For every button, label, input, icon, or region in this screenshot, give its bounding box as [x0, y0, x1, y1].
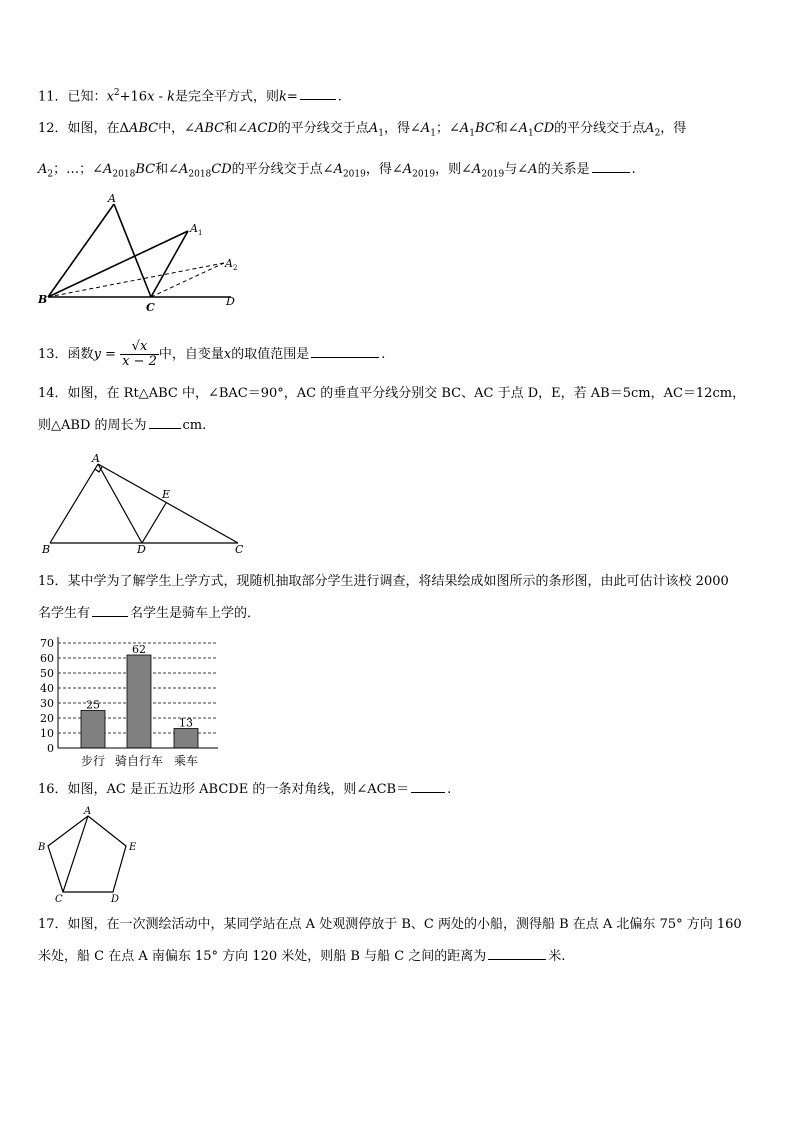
q12-text: 中，∠ [158, 121, 195, 136]
q16-diagonal-ac [63, 816, 88, 892]
question-17-line1 [38, 916, 742, 934]
q13-prefix: 函数 [67, 347, 94, 362]
q15-bar-chart [36, 632, 226, 772]
q14-line-ab [50, 464, 98, 543]
q14-line-de [142, 503, 166, 543]
q12-a1: A [368, 121, 379, 136]
q12-text: ；…；∠ [53, 162, 104, 177]
question-12-line2 [38, 160, 636, 184]
q12-abc2: ABC [194, 121, 225, 136]
q12-line-ba1 [48, 231, 188, 297]
q12-text: 的平分线交于点 [554, 121, 646, 136]
chart-y-tick-label: 20 [40, 712, 54, 725]
q11-k: k [167, 89, 175, 105]
question-11 [38, 84, 342, 106]
q12-a1b: A [420, 121, 431, 136]
chart-y-tick-label: 40 [40, 682, 54, 695]
q15-number: 15． [38, 574, 68, 589]
q17-number: 17． [38, 917, 68, 932]
q12-sub: 2018 [112, 169, 136, 180]
chart-category-label: 乘车 [173, 754, 199, 768]
q12-a2019b: A [402, 162, 413, 177]
chart-category-label: 骑自行车 [114, 754, 164, 768]
chart-data-label: 62 [132, 643, 146, 656]
q12-sub: 1 [469, 128, 475, 139]
q12-bc: BC [475, 121, 495, 136]
q12-text: ，则∠ [435, 162, 472, 177]
q15-answer-blank[interactable] [92, 604, 128, 617]
q12-sub: 2019 [412, 169, 436, 180]
q12-abc: ABC [128, 121, 159, 136]
q11-end: . [337, 89, 342, 105]
question-14-line1 [38, 385, 745, 403]
q12-text: ，得∠ [365, 162, 403, 177]
q12-text: 的关系是 [537, 162, 590, 177]
q12-text: ，得 [660, 121, 687, 136]
q12-bc2: BC [135, 162, 156, 177]
q13-answer-blank[interactable] [311, 345, 379, 358]
q12-a1c: A [459, 121, 470, 136]
q13-suffix: 的取值范围是 [231, 347, 310, 362]
q12-sub: 1 [528, 128, 534, 139]
q14-number: 14． [38, 386, 68, 401]
q12-cd: CD [533, 121, 555, 136]
q14-label-b: B [42, 543, 51, 556]
q14-label-e: E [162, 488, 171, 501]
q12-number: 12． [38, 121, 68, 136]
question-12-line1 [38, 120, 686, 143]
q16-label-b: B [38, 842, 46, 853]
q16-label-c: C [55, 894, 63, 904]
q13-numerator: √x [120, 340, 159, 355]
q12-a2: A [645, 121, 655, 136]
q16-answer-blank[interactable] [411, 780, 445, 793]
q16-text: 如图，AC 是正五边形 ABCDE 的一条对角线，则∠ACB＝ [67, 782, 410, 797]
q11-eq: = [286, 89, 298, 105]
q12-a2018: A [103, 162, 113, 177]
q12-a2019: A [333, 162, 343, 177]
chart-y-tick-label: 60 [40, 652, 54, 665]
q16-label-d: D [111, 894, 120, 904]
question-13 [38, 335, 385, 375]
q11-16: +16 [119, 89, 148, 105]
q12-sub: 2 [654, 128, 661, 139]
q17-unit: 米. [548, 949, 566, 964]
q13-number: 13． [38, 347, 68, 362]
chart-x-categories [81, 753, 198, 768]
question-15-line1 [38, 573, 729, 591]
chart-bar [127, 655, 151, 748]
q14-answer-blank[interactable] [149, 416, 181, 429]
q12-figure [36, 190, 256, 315]
q12-label-d: D [226, 295, 235, 308]
chart-y-tick-label: 0 [47, 742, 54, 755]
q12-label-a2: A [225, 257, 233, 270]
q11-minus: - [154, 89, 168, 105]
question-14-line2 [38, 416, 206, 435]
q12-line-ba2 [48, 263, 224, 297]
q12-a2b: A [38, 162, 48, 177]
q15-text2: 名学生有 [38, 606, 91, 621]
q13-eq: = [100, 347, 121, 362]
q12-line-ca1 [151, 231, 188, 297]
q12-a2018b: A [178, 162, 189, 177]
q17-text2: 米处，船 C 在点 A 南偏东 15° 方向 120 米处，则船 B 与船 C 之间的距离为 [38, 949, 487, 964]
q14-line-ac [98, 464, 238, 543]
q12-sub: 1 [430, 128, 436, 139]
question-17-line2 [38, 947, 565, 966]
q11-suffix: 是完全平方式，则 [174, 89, 279, 105]
q12-text: 和∠ [494, 121, 519, 136]
q13-x: x [223, 347, 232, 362]
q12-a: A [528, 162, 538, 177]
q12-cd2: CD [211, 162, 232, 177]
chart-y-tick-label: 30 [40, 697, 54, 710]
q12-a2019c: A [471, 162, 482, 177]
q12-label-b: B [38, 293, 48, 306]
q11-prefix: 已知： [67, 89, 107, 105]
q12-label-a: A [108, 192, 116, 205]
question-16 [38, 780, 451, 799]
q12-label-a1: A [190, 222, 198, 235]
q12-text: ，得∠ [383, 121, 421, 136]
chart-y-ticks [40, 637, 54, 755]
q12-sub: 2019 [481, 169, 505, 180]
q14-label-c: C [235, 543, 244, 556]
q12-line-ba [48, 204, 114, 297]
chart-bar [81, 711, 105, 749]
q16-pentagon [48, 816, 126, 892]
q13-mid: 中，自变量 [158, 347, 224, 362]
q12-text: 的平分线交于点∠ [231, 162, 334, 177]
q12-line-ca2 [151, 263, 224, 297]
q12-answer-blank[interactable] [592, 160, 630, 173]
q15-text: 某中学为了解学生上学方式，现随机抽取部分学生进行调查，将结果绘成如图所示的条形图，由此可估计该校 2000 [67, 574, 729, 589]
q14-text2: 则△ABD 的周长为 [38, 418, 147, 433]
q17-answer-blank[interactable] [488, 947, 546, 960]
q16-pentagon-figure [36, 804, 146, 904]
question-15-line2 [38, 604, 260, 623]
q11-number: 11． [38, 89, 68, 105]
q12-label-a1-sub: 1 [198, 229, 203, 237]
chart-category-label: 步行 [80, 754, 106, 768]
q13-fraction [120, 340, 159, 369]
chart-data-label: 13 [179, 716, 193, 730]
q13-end: . [381, 347, 386, 362]
q11-answer-blank[interactable] [300, 87, 336, 100]
q16-label-e: E [129, 842, 137, 853]
q11-k2: k [279, 89, 287, 105]
q12-sub: 2 [47, 169, 54, 180]
q12-text: 的平分线交于点 [277, 121, 369, 136]
q12-label-c: C [146, 301, 155, 314]
q14-figure [38, 450, 258, 560]
q15-text3: 名学生是骑车上学的． [130, 606, 261, 621]
q12-acd: ACD [248, 121, 278, 136]
q11-sup: 2 [113, 88, 120, 98]
q14-label-a: A [92, 452, 100, 465]
chart-y-tick-label: 70 [40, 637, 54, 650]
q16-number: 16． [38, 782, 68, 797]
q12-sub: 2018 [188, 169, 212, 180]
q17-text: 如图，在一次测绘活动中，某同学站在点 A 处观测停放于 B、C 两处的小船，测得船 B 在点 A 北偏东 75° 方向 160 [67, 917, 742, 932]
q11-x2: x [147, 89, 155, 105]
q12-label-a2-sub: 2 [233, 264, 238, 272]
q12-sub: 2019 [342, 169, 366, 180]
q14-unit: cm. [182, 418, 207, 433]
q12-a1d: A [518, 121, 529, 136]
chart-y-tick-label: 10 [40, 727, 54, 740]
q12-sub: 1 [378, 128, 384, 139]
q13-denominator: x − 2 [122, 354, 157, 369]
q12-end: . [631, 162, 636, 177]
q16-end: . [447, 782, 452, 797]
q12-text: 如图，在Δ [67, 121, 129, 136]
q14-label-d: D [137, 543, 146, 556]
q12-text: 和∠ [155, 162, 179, 177]
q12-text: 和∠ [224, 121, 249, 136]
q16-label-a: A [84, 806, 92, 817]
q12-text: 与∠ [504, 162, 529, 177]
q12-text: ；∠ [435, 121, 460, 136]
q13-y: y [93, 347, 101, 362]
chart-bar [174, 729, 198, 749]
q14-text: 如图，在 Rt△ABC 中，∠BAC＝90°，AC 的垂直平分线分别交 BC、AC 于点 D，E，若 AB＝5cm，AC＝12cm， [67, 386, 746, 401]
chart-data-label: 25 [86, 698, 100, 712]
chart-y-tick-label: 50 [40, 667, 54, 680]
q11-x: x [106, 89, 114, 105]
